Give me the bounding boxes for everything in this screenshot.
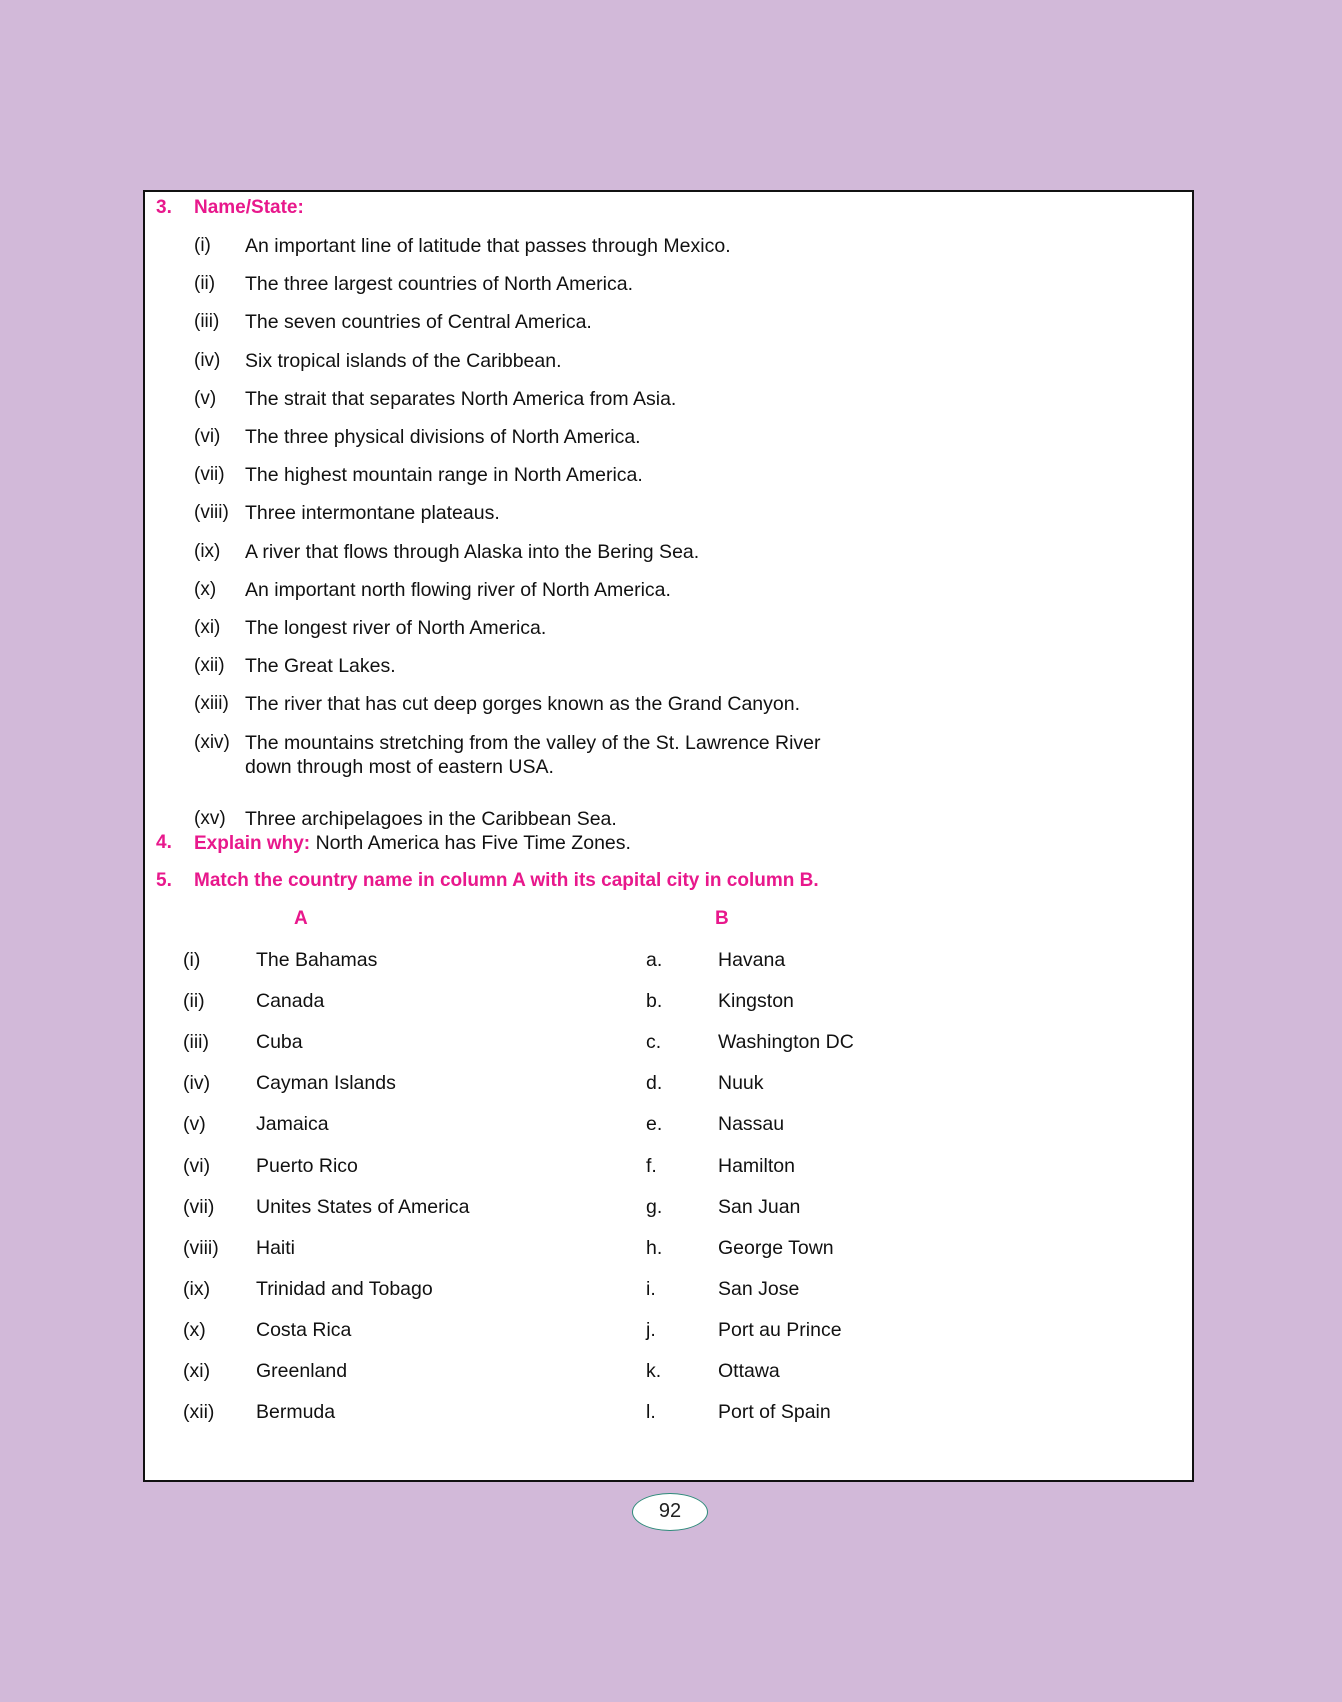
match-capital: Nassau [718, 1113, 785, 1136]
q3-item-text: The longest river of North America. [245, 617, 547, 639]
match-capital: Washington DC [718, 1031, 854, 1054]
match-capital: George Town [718, 1236, 834, 1259]
match-row-number: (viii) [183, 1236, 219, 1259]
q3-item-text: The strait that separates North America from Asia. [245, 387, 677, 410]
q4-line [194, 832, 631, 855]
match-letter: c. [646, 1031, 662, 1054]
q3-item-number: (vi) [194, 426, 221, 447]
q3-item-text: Three archipelagoes in the Caribbean Sea. [245, 807, 617, 830]
column-b-header: B [715, 908, 729, 929]
match-letter: h. [646, 1236, 663, 1259]
q3-item-text: The three largest countries of North America. [245, 273, 634, 296]
q3-item-text: The Great Lakes. [245, 655, 396, 678]
match-capital: Nuuk [718, 1072, 764, 1095]
match-capital: Port au Prince [718, 1318, 842, 1341]
match-row-number: (x) [183, 1318, 206, 1341]
q3-item-text: The mountains stretching from the valley of the St. Lawrence River [245, 731, 821, 754]
match-country: Cayman Islands [256, 1072, 396, 1095]
q3-item-text: The highest mountain range in North America. [245, 464, 643, 487]
match-capital: Hamilton [718, 1154, 795, 1177]
q3-item-number: (i) [194, 235, 211, 256]
match-country: Jamaica [256, 1113, 329, 1136]
match-row-number: (xi) [183, 1360, 211, 1382]
match-row-number: (ii) [183, 990, 205, 1013]
match-row-number: (vi) [183, 1154, 211, 1177]
match-capital: Havana [718, 949, 786, 971]
match-letter: g. [646, 1195, 663, 1218]
match-capital: Kingston [718, 990, 794, 1013]
match-capital: San Jose [718, 1277, 800, 1300]
match-row-number: (iv) [183, 1072, 211, 1095]
match-letter: d. [646, 1072, 663, 1095]
match-row-number: (iii) [183, 1031, 209, 1054]
q3-item-text: A river that flows through Alaska into the Bering Sea. [245, 540, 700, 563]
match-country: Bermuda [256, 1401, 336, 1424]
q3-item-text: The three physical divisions of North America. [245, 426, 641, 448]
q3-item-text: An important line of latitude that passes through Mexico. [245, 235, 731, 257]
q3-item-number: (v) [194, 387, 217, 409]
match-row-number: (xii) [183, 1401, 215, 1424]
match-country: Greenland [256, 1360, 348, 1382]
match-country: The Bahamas [256, 949, 378, 971]
match-country: Cuba [256, 1031, 303, 1054]
match-letter: k. [646, 1360, 662, 1382]
q3-item-number: (viii) [194, 502, 229, 524]
q3-item-number: (iv) [194, 349, 221, 371]
q3-item-text-continued: down through most of eastern USA. [245, 755, 554, 778]
match-row-number: (vii) [183, 1195, 215, 1218]
q3-number: 3. [156, 197, 172, 218]
match-letter: b. [646, 990, 663, 1013]
q3-item-text: The seven countries of Central America. [245, 311, 592, 334]
q3-item-number: (xi) [194, 617, 221, 638]
q3-item-number: (ii) [194, 273, 216, 295]
match-country: Unites States of America [256, 1195, 470, 1218]
match-country: Haiti [256, 1236, 296, 1259]
match-capital: Ottawa [718, 1360, 780, 1382]
page-number: 92 [632, 1493, 708, 1531]
q4-text: North America has Five Time Zones. [315, 832, 631, 854]
q3-item-number: (xv) [194, 807, 226, 829]
match-row-number: (ix) [183, 1277, 211, 1300]
match-letter: e. [646, 1113, 663, 1136]
match-capital: Port of Spain [718, 1401, 831, 1424]
q3-item-number: (xiii) [194, 693, 229, 715]
q3-heading: Name/State: [194, 197, 304, 218]
q3-item-number: (iii) [194, 311, 220, 333]
match-country: Puerto Rico [256, 1154, 358, 1177]
q3-item-text: An important north flowing river of North America. [245, 578, 671, 601]
q3-item-text: Six tropical islands of the Caribbean. [245, 349, 562, 372]
match-country: Trinidad and Tobago [256, 1277, 433, 1300]
q3-item-text: The river that has cut deep gorges known as the Grand Canyon. [245, 693, 800, 716]
q4-heading: Explain why: [194, 833, 311, 854]
match-row-number: (v) [183, 1113, 206, 1136]
match-letter: f. [646, 1154, 657, 1177]
match-country: Costa Rica [256, 1318, 352, 1341]
match-capital: San Juan [718, 1195, 801, 1218]
q3-item-number: (x) [194, 578, 217, 600]
q4-number: 4. [156, 832, 172, 853]
q5-heading: Match the country name in column A with its capital city in column B. [194, 870, 819, 891]
match-row-number: (i) [183, 949, 201, 971]
q3-item-number: (vii) [194, 464, 225, 486]
match-letter: i. [646, 1277, 656, 1300]
q3-item-text: Three intermontane plateaus. [245, 502, 500, 525]
q3-item-number: (xiv) [194, 731, 230, 753]
q5-number: 5. [156, 870, 172, 891]
match-letter: a. [646, 949, 663, 971]
column-a-header: A [294, 908, 308, 929]
q3-item-number: (ix) [194, 540, 221, 562]
q3-item-number: (xii) [194, 655, 225, 677]
match-letter: l. [646, 1401, 656, 1424]
match-letter: j. [646, 1318, 656, 1341]
match-country: Canada [256, 990, 325, 1013]
